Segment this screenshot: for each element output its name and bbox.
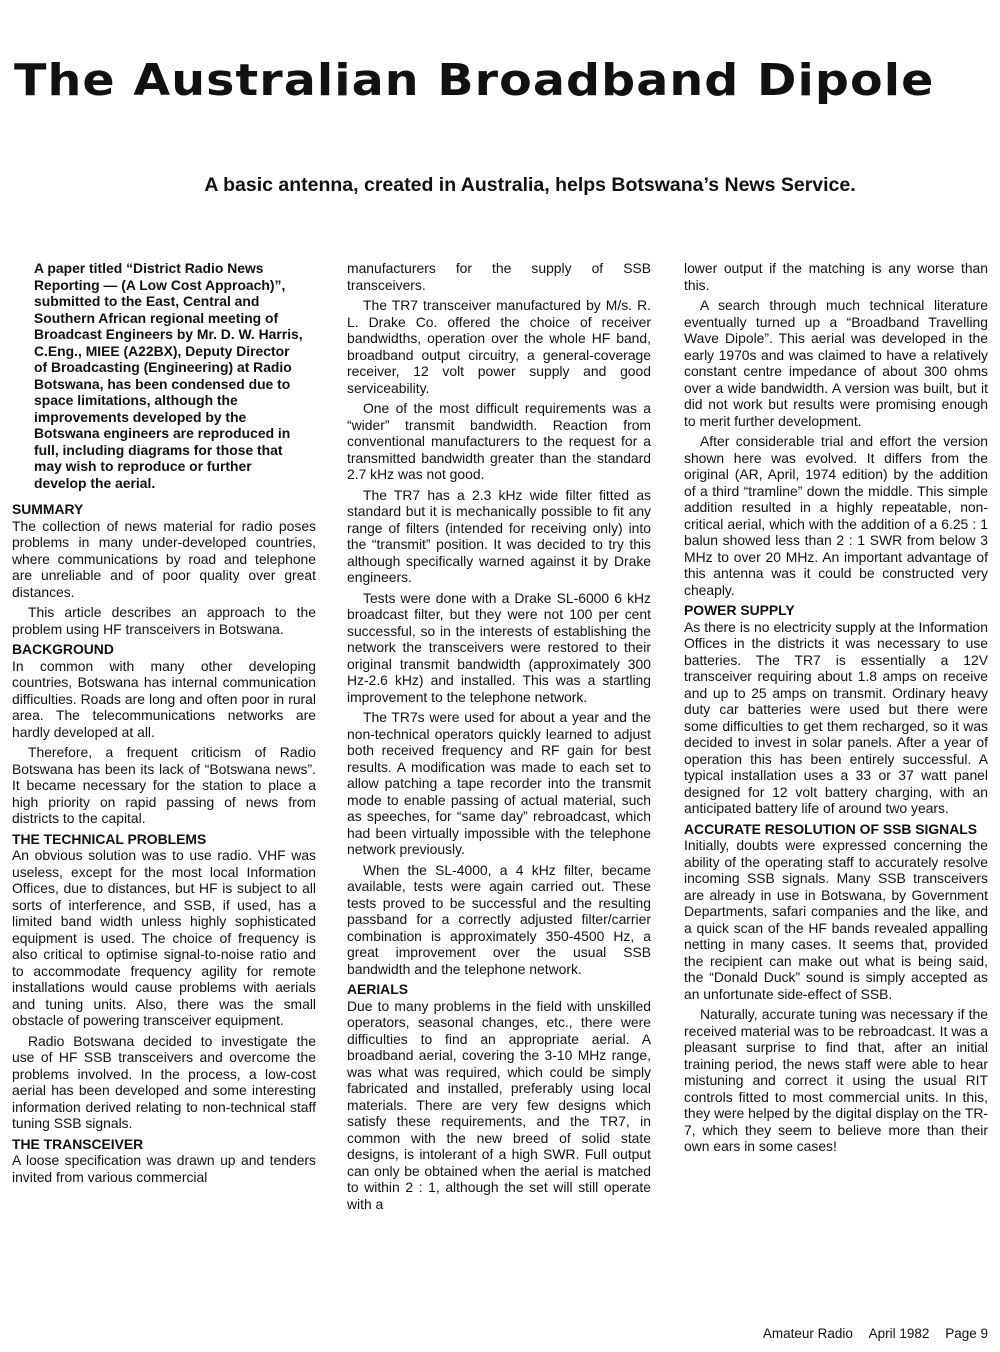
paragraph: The TR7 has a 2.3 kHz wide filter fitted as standard but it is mechanically possible to fit any range of filters (intended for receiving only) into the “transmit” position. It was decided to try this although specifically warned against it by Drake engineers. (347, 486, 651, 585)
heading-background: BACKGROUND (12, 641, 114, 657)
heading-transceiver: THE TRANSCEIVER (12, 1135, 144, 1152)
page-footer (751, 1326, 988, 1342)
heading-aerials: AERIALS (347, 981, 408, 997)
footer-publication: Amateur Radio (762, 1326, 853, 1341)
paragraph: One of the most difficult requirements was a “wider” transmit bandwidth. Reaction from conventional manufacturers to the request for a transmitted bandwidth greater than the standard 2.7 kHz was not good. (347, 400, 651, 482)
paragraph: When the SL-4000, a 4 kHz filter, became available, tests were again carried out. These tests proved to be successful and the resulting passband for a correctly adjusted filter/carrier combination is approximately 350-4500 Hz, a great improvement over the usual SSB bandwidth and the telephone network. (347, 861, 651, 977)
article-subtitle: A basic antenna, created in Australia, helps Botswana’s News Service. (204, 174, 856, 196)
heading-power-supply: POWER SUPPLY (684, 602, 795, 618)
footer-page-number: Page 9 (945, 1326, 988, 1341)
column-2 (347, 260, 651, 1216)
paragraph: The collection of news material for radio poses problems in many under-developed countries, where communications by road and telephone are unreliable and of poor quality over great distances. (12, 517, 316, 600)
heading-summary: SUMMARY (12, 501, 84, 517)
paragraph: After considerable trial and effort the version shown here was evolved. It differs from the original (AR, April, 1974 edition) by the addition of a third “tramline” down the middle. This simple addition resulted in a highly repeatable, non-critical aerial, which with the addition of a 6.25 : 1 balun showed less than 2 : 1 SWR from below 3 MHz to over 20 MHz. An important advantage of this antenna was it could be constructed very cheaply. (684, 433, 988, 598)
paragraph: A loose specification was drawn up and tenders invited from various commercial (12, 1152, 316, 1185)
paragraph: Therefore, a frequent criticism of Radio Botswana has been its lack of “Botswana news”. It became necessary for the station to place a high priority on rapid passing of news from districts to the capital. (12, 744, 316, 826)
paragraph: Tests were done with a Drake SL-6000 6 kHz broadcast filter, but they were not 100 per cent successful, so in the interests of establishing the network the transceivers were restored to their original transmit bandwidth (approximately 300 Hz-2.6 kHz) and installed. This was a startling improvement to the telephone network. (347, 589, 651, 705)
heading-technical-problems: THE TECHNICAL PROBLEMS (12, 830, 207, 847)
paragraph: In common with many other developing countries, Botswana has internal communication difficulties. Roads are long and often poor in rural area. The telecommunications networks are hardly developed at all. (12, 657, 316, 740)
paragraph: Initially, doubts were expressed concerning the ability of the operating staff to accurately resolve incoming SSB signals. Many SSB transceivers are already in use in Botswana, by Government Departments, safari companies and the like, and a quick scan of the HF bands revealed appalling netting in many cases. It seems that, provided the recipient can make out what is being said, the “Donald Duck” sound is simply accepted as an unfortunate side-effect of SSB. (684, 837, 988, 1002)
paragraph: Due to many problems in the field with unskilled operators, seasonal changes, etc., there were difficulties to find an appropriate aerial. A broadband aerial, covering the 3-10 MHz range, was what was required, which could be simply fabricated and installed, preferably using local materials. There are very few designs which satisfy these requirements, and the TR7, in common with the new breed of solid state designs, is intolerant of a high SWR. Full output can only be obtained when the aerial is matched to within 2 : 1, although the set will still operate with a (347, 997, 651, 1212)
intro-paragraph: A paper titled “District Radio News Reporting — (A Low Cost Approach)”, submitted to the East, Central and Southern African regional meeting of Broadcast Engineers by Mr. D. W. Harris, C.Eng., MIEE (A22BX), Deputy Director of Broadcasting (Engineering) at Radio Botswana, has been condensed due to space limitations, although the improvements developed by the Botswana engineers are reproduced in full, including diagrams for those that may wish to reproduce or further develop the aerial. (34, 260, 303, 491)
heading-ssb-signals: ACCURATE RESOLUTION OF SSB SIGNALS (684, 820, 977, 837)
column-3 (684, 260, 988, 1159)
paragraph: Radio Botswana decided to investigate the use of HF SSB transceivers and overcome the problems involved. In the process, a low-cost aerial has been developed and some interesting information derived relating to non-technical staff tuning SSB signals. (12, 1032, 316, 1131)
paragraph: lower output if the matching is any worse than this. (684, 260, 988, 293)
footer-issue: April 1982 (868, 1326, 930, 1341)
paragraph: As there is no electricity supply at the Information Offices in the districts it was necessary to use batteries. The TR7 is essentially a 12V transceiver requiring about 1.8 amps on receive and up to 25 amps on transmit. Ordinary heavy duty car batteries were used but there were some difficulties to get them recharged, so it was decided to invest in solar panels. After a year of operation this has been entirely successful. A typical installation uses a 33 or 37 watt panel designed for 12 volt battery charging, with an anticipated battery life of around two years. (684, 618, 988, 816)
paragraph: The TR7 transceiver manufactured by M/s. R. L. Drake Co. offered the choice of receiver bandwidths, operation over the whole HF band, broadband output circuitry, a general-coverage receiver, 12 volt power supply and good serviceability. (347, 297, 651, 396)
paragraph: This article describes an approach to the problem using HF transceivers in Botswana. (12, 604, 316, 637)
paragraph: An obvious solution was to use radio. VHF was useless, except for the most local Information Offices, due to distances, but HF is subject to all sorts of interference, and SSB, if used, has a limited band width unless highly sophisticated equipment is used. The choice of frequency is also critical to optimise signal-to-noise ratio and to accommodate frequency agility for remote installations would cause problems with aerials and tuning units. Also, there was the small obstacle of powering transceiver equipment. (12, 847, 316, 1028)
paragraph: A search through much technical literature eventually turned up a “Broadband Travelling Wave Dipole”. This aerial was developed in the early 1970s and was claimed to have a relatively constant centre impedance of about 300 ohms over a wide bandwidth. A version was built, but it did not work but results were promising enough to merit further development. (684, 297, 988, 429)
paragraph: The TR7s were used for about a year and the non-technical operators quickly learned to adjust both received frequency and RF gain for best results. A modification was made to each set to allow patching a tape recorder into the transmit mode to enable passing of actual material, such as speeches, for “same day” rebroadcast, which had been virtually impossible with the telephone network previously. (347, 709, 651, 857)
paragraph: manufacturers for the supply of SSB transceivers. (347, 260, 651, 293)
column-1 (12, 260, 316, 1189)
paragraph: Naturally, accurate tuning was necessary if the received material was to be rebroadcast. It was a pleasant surprise to find that, after an initial training period, the news staff were able to hear mistuning and correct it using the usual RIT controls fitted to most commercial units. In this, they were helped by the digital display on the TR-7, which they seem to believe more than their own ears in some cases! (684, 1006, 988, 1154)
article-title: The Australian Broadband Dipole (14, 55, 935, 106)
